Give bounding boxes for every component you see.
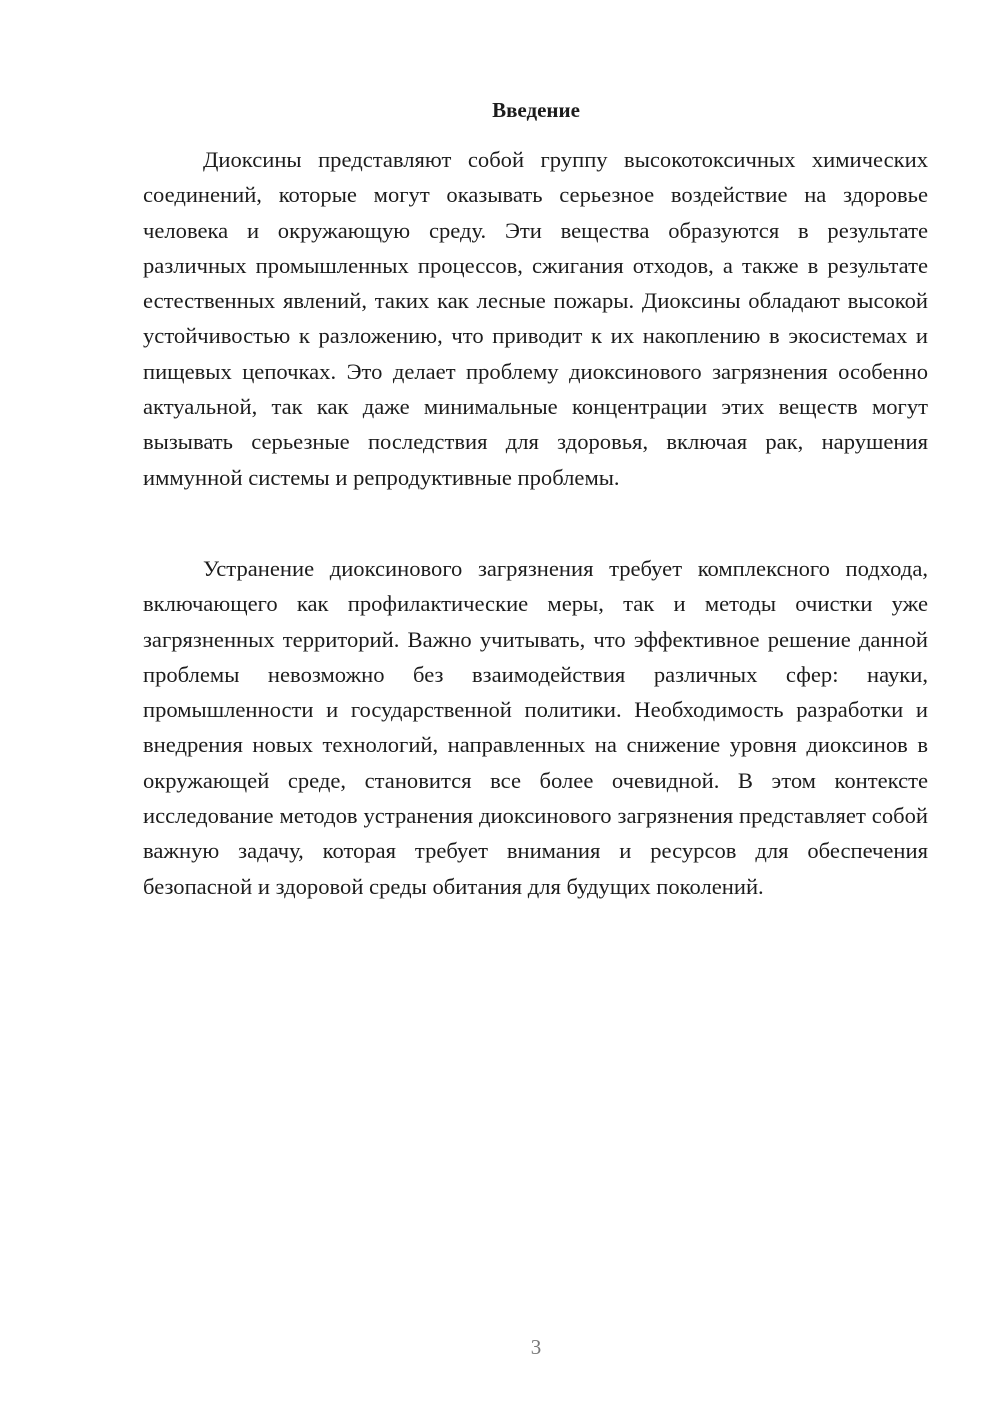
- page-number: 3: [530, 1335, 542, 1359]
- paragraph-2: Устранение диоксинового загрязнения требует комплексного подхода, включающего как профилактические меры, так и методы очистки уже загрязненных территорий. Важно учитывать, что эффективное решение данной проблемы невозможно без взаимодействия различных сфер: науки, промышленности и государственной политики. Необходимость разработки и внедрения новых технологий, направленных на снижение уровня диоксинов в окружающей среде, становится все более очевидной. В этом контексте исследование методов устранения диоксинового загрязнения представляет собой важную задачу, которая требует внимания и ресурсов для обеспечения безопасной и здоровой среды обитания для будущих поколений.: [143, 556, 928, 899]
- paragraph-1-container: [143, 142, 928, 495]
- section-title: Введение: [492, 98, 580, 122]
- paragraph-2-container: [143, 551, 928, 904]
- paragraph-1: Диоксины представляют собой группу высокотоксичных химических соединений, которые могут оказывать серьезное воздействие на здоровье человека и окружающую среду. Эти вещества образуются в результате различных промышленных процессов, сжигания отходов, а также в результате естественных явлений, таких как лесные пожары. Диоксины обладают высокой устойчивостью к разложению, что приводит к их накоплению в экосистемах и пищевых цепочках. Это делает проблему диоксинового загрязнения особенно актуальной, так как даже минимальные концентрации этих веществ могут вызывать серьезные последствия для здоровья, включая рак, нарушения иммунной системы и репродуктивные проблемы.: [143, 147, 928, 490]
